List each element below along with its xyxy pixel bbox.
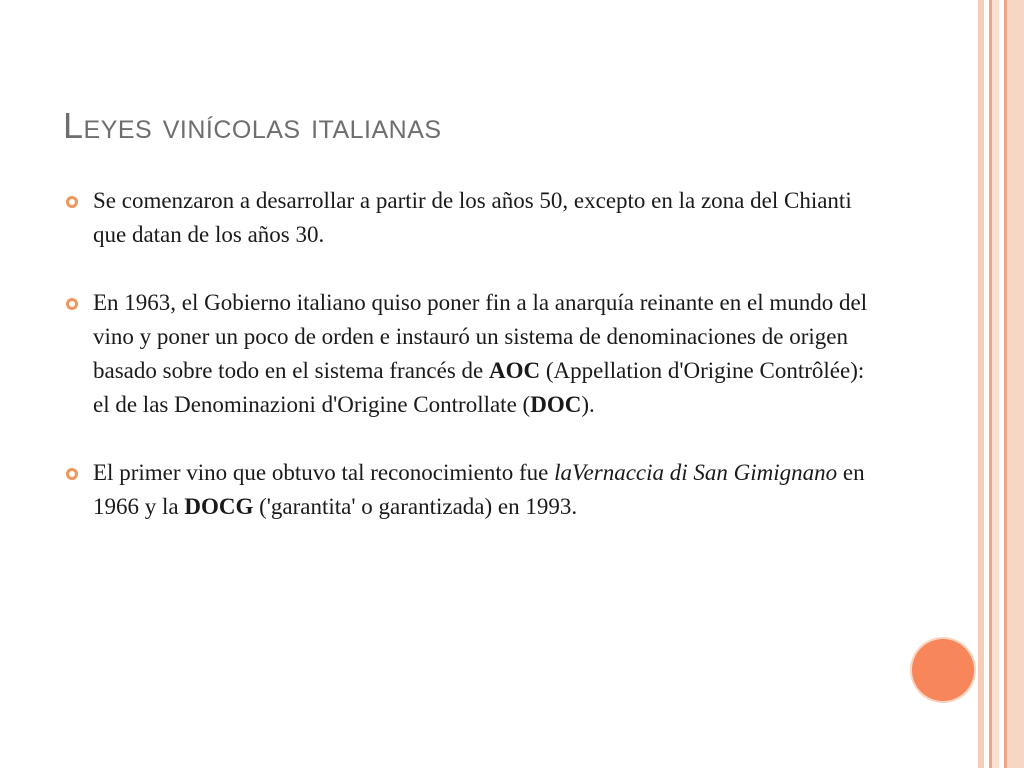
italic-wine-name: laVernaccia di San Gimignano xyxy=(554,460,838,485)
bullet-text-segment: (Appellation d'Origine Contrôlée): el de las Denominazioni d'Origine Controllate ( xyxy=(93,358,865,417)
list-item xyxy=(60,184,870,252)
decorative-stripe xyxy=(992,0,999,768)
bullet-list xyxy=(60,184,870,558)
ring-bullet-icon xyxy=(66,196,78,208)
bold-term-docg: DOCG xyxy=(184,494,254,519)
bullet-text xyxy=(93,286,870,422)
bullet-text: Se comenzaron a desarrollar a partir de los años 50, excepto en la zona del Chianti que datan de los años 30. xyxy=(93,188,852,247)
orange-circle-icon xyxy=(912,639,974,701)
bullet-text-segment: en 1966 y la xyxy=(93,460,865,519)
slide-title: Leyes vinícolas italianas xyxy=(63,105,442,146)
bullet-text-segment: ). xyxy=(581,392,595,417)
bullet-text-segment: En 1963, el Gobierno italiano quiso poner fin a la anarquía reinante en el mundo del vino y poner un poco de orden e instauró un sistema de denominaciones de origen basado sobre todo en el sistema francés de xyxy=(93,290,868,383)
bullet-text-segment: ('garantita' o garantizada) en 1993. xyxy=(253,494,578,519)
list-item xyxy=(60,456,870,524)
bold-term-aoc: AOC xyxy=(488,358,541,383)
ring-bullet-icon xyxy=(66,468,78,480)
bullet-text xyxy=(93,456,870,524)
bullet-text-segment: El primer vino que obtuvo tal reconocimiento fue xyxy=(93,460,555,485)
ring-bullet-icon xyxy=(66,298,78,310)
bold-term-doc: DOC xyxy=(530,392,582,417)
decorative-stripe xyxy=(1007,0,1024,768)
list-item xyxy=(60,286,870,422)
